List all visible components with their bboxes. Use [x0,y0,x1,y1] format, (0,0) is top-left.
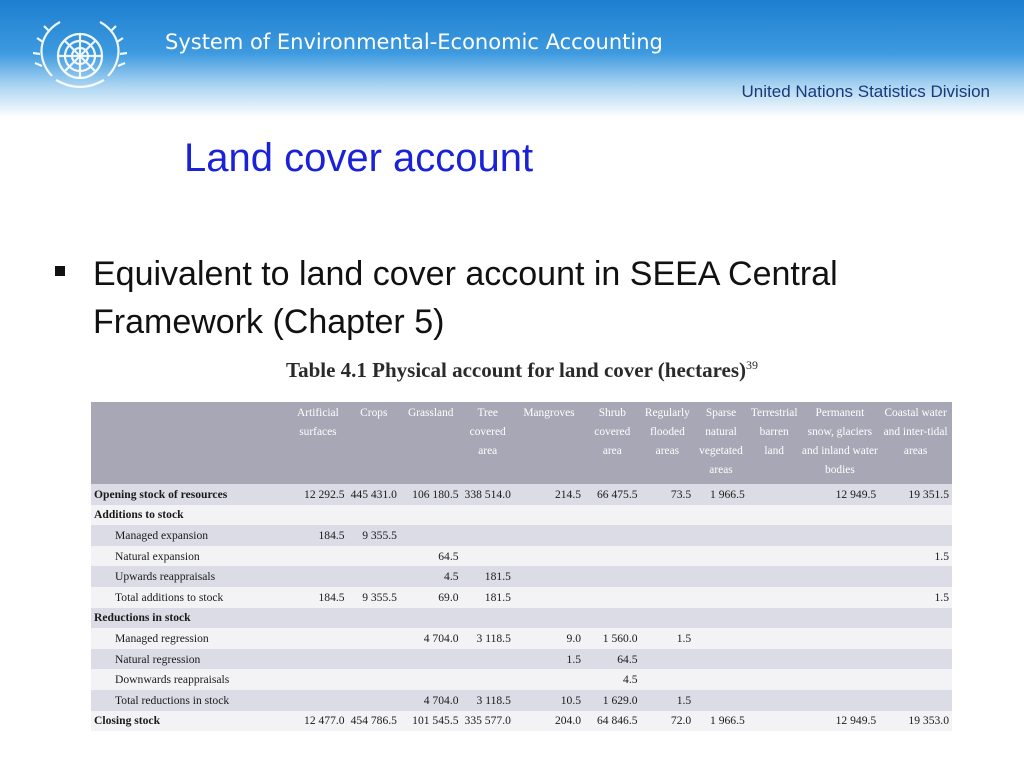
table-cell [400,669,462,690]
bullet-square-icon [55,266,65,276]
table-cell [584,505,641,526]
table-cell [879,649,952,670]
table-cell: 64.5 [400,546,462,567]
table-cell [879,525,952,546]
table-cell [288,505,347,526]
table-cell [748,608,801,629]
table-cell [348,546,400,567]
bullet-point [55,250,935,346]
row-label: Managed expansion [91,525,288,546]
table-row [91,525,952,546]
table-cell [641,566,695,587]
table-cell [514,566,584,587]
table-cell [641,669,695,690]
table-cell [801,669,880,690]
table-cell: 184.5 [288,525,347,546]
table-cell [462,546,514,567]
table-cell: 64.5 [584,649,641,670]
table-cell: 3 118.5 [462,690,514,711]
column-header: Sparse natural vegetated areas [694,402,748,484]
table-cell: 9 355.5 [348,525,400,546]
table-cell [879,608,952,629]
table-cell [348,608,400,629]
table-cell [348,566,400,587]
table-cell: 1.5 [641,628,695,649]
table-cell: 64 846.5 [584,711,641,732]
table-cell [514,546,584,567]
table-cell: 12 292.5 [288,484,347,505]
table-cell: 181.5 [462,587,514,608]
row-label: Closing stock [91,711,288,732]
table-header-corner [91,402,288,484]
table-cell [879,566,952,587]
table-cell [694,525,748,546]
table-row [91,566,952,587]
table-row [91,711,952,732]
table-cell: 1 966.5 [694,484,748,505]
table-cell: 12 949.5 [801,711,880,732]
table-cell [748,711,801,732]
header-banner [0,0,1024,118]
table-cell [879,669,952,690]
table-cell [694,669,748,690]
table-row [91,628,952,649]
table-row [91,484,952,505]
table-cell: 1.5 [514,649,584,670]
row-label: Upwards reappraisals [91,566,288,587]
table-cell [462,649,514,670]
table-cell [400,608,462,629]
table-cell [694,546,748,567]
table-cell [514,505,584,526]
table-cell [801,566,880,587]
column-header: Tree covered area [462,402,514,484]
table-cell: 72.0 [641,711,695,732]
table-cell [801,505,880,526]
table-cell [694,587,748,608]
table-cell [514,608,584,629]
table-cell [584,587,641,608]
column-header: Coastal water and inter-tidal areas [879,402,952,484]
row-label: Opening stock of resources [91,484,288,505]
table-cell: 69.0 [400,587,462,608]
row-label: Total additions to stock [91,587,288,608]
table-cell [348,505,400,526]
row-label: Downwards reappraisals [91,669,288,690]
table-cell: 3 118.5 [462,628,514,649]
table-cell [288,546,347,567]
table-cell [584,525,641,546]
table-cell [801,690,880,711]
table-cell [748,649,801,670]
table-cell [748,505,801,526]
column-header: Crops [348,402,400,484]
table-cell [694,608,748,629]
table-cell: 10.5 [514,690,584,711]
column-header: Regularly flooded areas [641,402,695,484]
program-title: System of Environmental-Economic Accounting [165,30,663,54]
column-header: Mangroves [514,402,584,484]
table-cell [288,690,347,711]
table-cell: 101 545.5 [400,711,462,732]
table-cell [801,525,880,546]
table-cell [288,669,347,690]
table-cell [348,649,400,670]
table-cell [584,566,641,587]
table-cell [748,484,801,505]
table-cell [641,608,695,629]
table-cell [462,608,514,629]
bullet-text: Equivalent to land cover account in SEEA Central Framework (Chapter 5) [93,255,838,341]
table-cell [748,690,801,711]
table-header-row [91,402,952,484]
table-cell [584,608,641,629]
table-cell [748,525,801,546]
table-cell [801,649,880,670]
table-cell [641,649,695,670]
table-cell [400,525,462,546]
table-cell [288,628,347,649]
table-cell [514,525,584,546]
table-cell [748,566,801,587]
table-cell: 12 949.5 [801,484,880,505]
table-row [91,587,952,608]
table-cell [694,505,748,526]
column-header: Grassland [400,402,462,484]
table-cell: 106 180.5 [400,484,462,505]
table-cell [879,690,952,711]
table-cell: 66 475.5 [584,484,641,505]
table-cell [462,525,514,546]
organization-name: United Nations Statistics Division [741,82,990,101]
table-cell [748,546,801,567]
row-label: Natural expansion [91,546,288,567]
table-cell: 445 431.0 [348,484,400,505]
table-cell [879,505,952,526]
table-cell [288,566,347,587]
column-header: Permanent snow, glaciers and inland water bodies [801,402,880,484]
table-cell: 184.5 [288,587,347,608]
table-row [91,546,952,567]
table-cell: 1 966.5 [694,711,748,732]
row-label: Natural regression [91,649,288,670]
table-cell: 19 353.0 [879,711,952,732]
land-cover-table [91,402,952,731]
table-cell: 214.5 [514,484,584,505]
table-cell [400,649,462,670]
table-cell: 4 704.0 [400,628,462,649]
table-row [91,669,952,690]
row-label: Reductions in stock [91,608,288,629]
table-cell [584,546,641,567]
table-cell [348,690,400,711]
table-cell [748,669,801,690]
table-cell [400,505,462,526]
table-body [91,484,952,731]
table-cell [641,587,695,608]
row-label: Total reductions in stock [91,690,288,711]
table-caption-text: Table 4.1 Physical account for land cover (hectares) [286,358,747,382]
table-cell: 204.0 [514,711,584,732]
row-label: Managed regression [91,628,288,649]
table-cell [462,669,514,690]
table-caption [286,358,758,383]
table-cell: 1.5 [879,587,952,608]
table-cell [462,505,514,526]
table-cell: 4.5 [584,669,641,690]
table-cell: 1.5 [879,546,952,567]
table-cell: 9 355.5 [348,587,400,608]
table-cell [694,566,748,587]
row-label: Additions to stock [91,505,288,526]
table-cell: 338 514.0 [462,484,514,505]
table-cell: 335 577.0 [462,711,514,732]
table-cell [748,587,801,608]
table-cell [288,608,347,629]
table-cell [879,628,952,649]
table-cell: 1.5 [641,690,695,711]
table-row [91,608,952,629]
table-cell: 9.0 [514,628,584,649]
table-cell [348,669,400,690]
table-cell: 12 477.0 [288,711,347,732]
table-cell [288,649,347,670]
table-cell [514,669,584,690]
table-cell [641,525,695,546]
table-cell [748,628,801,649]
column-header: Artificial surfaces [288,402,347,484]
table-cell: 19 351.5 [879,484,952,505]
table-row [91,690,952,711]
table-cell [514,587,584,608]
table-row [91,505,952,526]
table-cell: 4 704.0 [400,690,462,711]
table-cell: 1 560.0 [584,628,641,649]
column-header: Terrestrial barren land [748,402,801,484]
column-header: Shrub covered area [584,402,641,484]
table-cell [348,628,400,649]
table-cell [801,587,880,608]
table-cell [694,690,748,711]
table-cell: 73.5 [641,484,695,505]
table-cell [801,628,880,649]
table-cell [694,628,748,649]
table-cell: 454 786.5 [348,711,400,732]
table-cell [641,546,695,567]
table-row [91,649,952,670]
table-cell: 4.5 [400,566,462,587]
table-cell [694,649,748,670]
table-cell [801,546,880,567]
table-footnote-marker: 39 [746,358,759,372]
table-cell [641,505,695,526]
table-cell: 1 629.0 [584,690,641,711]
table-cell: 181.5 [462,566,514,587]
table-cell [801,608,880,629]
slide-title: Land cover account [184,136,534,180]
un-emblem-icon [30,14,130,100]
